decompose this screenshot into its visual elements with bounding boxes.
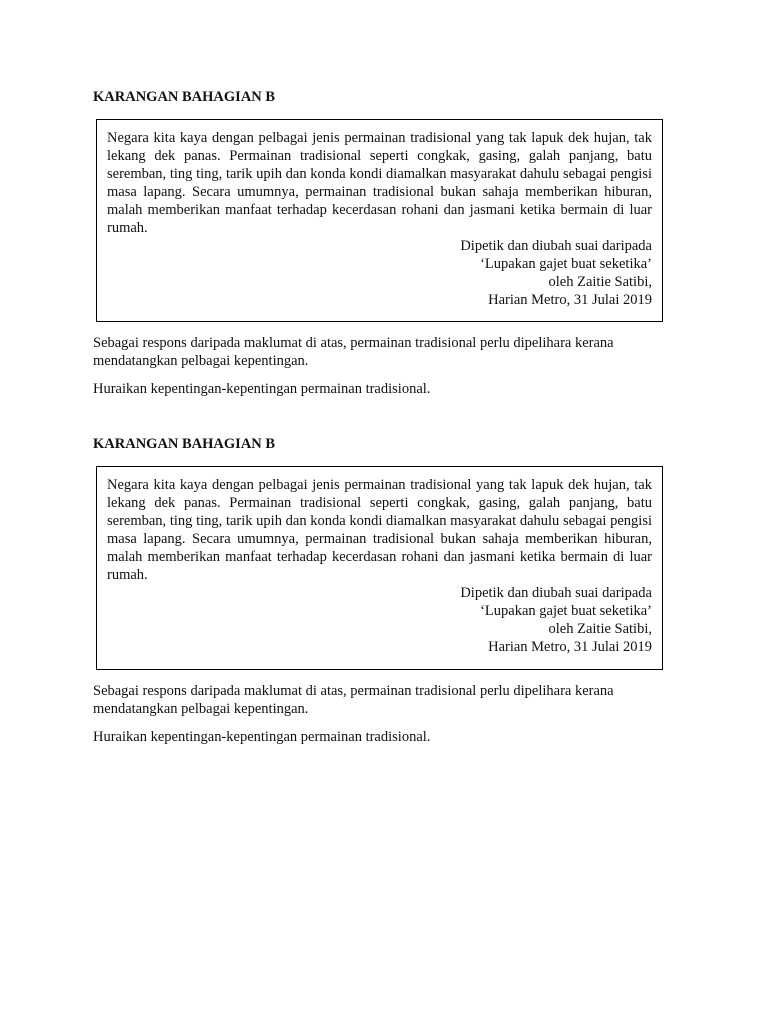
passage-box <box>96 466 663 670</box>
source-line: ‘Lupakan gajet buat seketika’ <box>480 603 652 619</box>
essay-task: Huraikan kepentingan-kepentingan permainan tradisional. <box>93 381 431 397</box>
source-citation <box>107 584 652 656</box>
essay-task: Huraikan kepentingan-kepentingan permainan tradisional. <box>93 729 431 745</box>
source-line: Harian Metro, 31 Julai 2019 <box>488 292 652 308</box>
source-line: ‘Lupakan gajet buat seketika’ <box>480 256 652 272</box>
essay-section-1 <box>93 88 683 397</box>
response-prompt: Sebagai respons daripada maklumat di atas, permainan tradisional perlu dipelihara kerana mendatangkan pelbagai kepentingan. <box>93 683 614 717</box>
section-heading: KARANGAN BAHAGIAN B <box>93 89 276 105</box>
passage-box <box>96 119 663 322</box>
passage-text: Negara kita kaya dengan pelbagai jenis permainan tradisional yang tak lapuk dek hujan, tak lekang dek panas. Permainan tradisional seperti congkak, gasing, galah panjang, batu seremban, ting ting, tarik upih dan konda kondi diamalkan masyarakat dahulu sebagai pengisi masa lapang. Secara umumnya, permainan tradisional bukan sahaja memberikan hiburan, malah memberikan manfaat terhadap kecerdasan rohani dan jasmani ketika bermain di luar rumah. <box>107 477 652 583</box>
response-prompt: Sebagai respons daripada maklumat di atas, permainan tradisional perlu dipelihara kerana mendatangkan pelbagai kepentingan. <box>93 335 614 369</box>
source-citation <box>107 237 652 309</box>
source-line: Dipetik dan diubah suai daripada <box>460 585 652 601</box>
source-line: Dipetik dan diubah suai daripada <box>460 238 652 254</box>
section-heading: KARANGAN BAHAGIAN B <box>93 436 276 452</box>
source-line: Harian Metro, 31 Julai 2019 <box>488 639 652 655</box>
source-line: oleh Zaitie Satibi, <box>548 621 652 637</box>
source-line: oleh Zaitie Satibi, <box>548 274 652 290</box>
essay-section-2 <box>93 435 683 745</box>
passage-text: Negara kita kaya dengan pelbagai jenis permainan tradisional yang tak lapuk dek hujan, tak lekang dek panas. Permainan tradisional seperti congkak, gasing, galah panjang, batu seremban, ting ting, tarik upih dan konda kondi diamalkan masyarakat dahulu sebagai pengisi masa lapang. Secara umumnya, permainan tradisional bukan sahaja memberikan hiburan, malah memberikan manfaat terhadap kecerdasan rohani dan jasmani ketika bermain di luar rumah. <box>107 130 652 236</box>
